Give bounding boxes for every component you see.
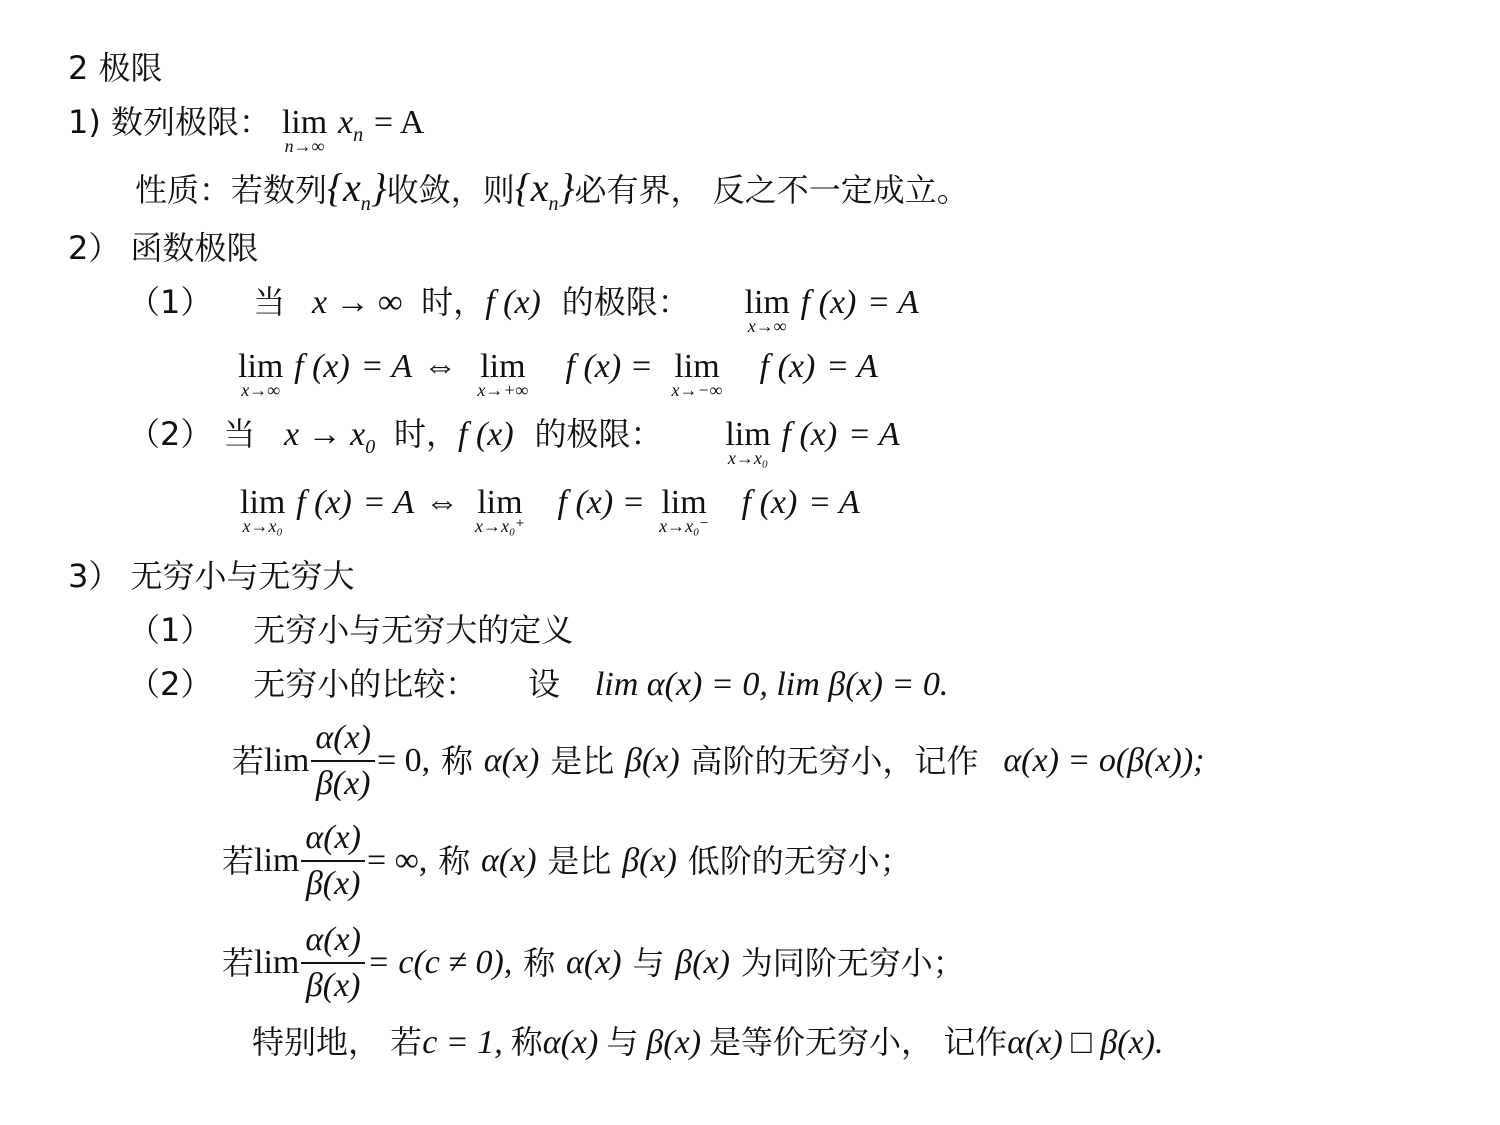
- case1-eq-A1: = A: [360, 348, 413, 385]
- rule2-alpha: α(x): [481, 842, 537, 879]
- rule2-tail: 低阶的无穷小；: [687, 842, 912, 880]
- rule-lower-order: [222, 818, 912, 904]
- rule1-tail: 高阶的无穷小，记作: [690, 742, 979, 780]
- case2-eq-fx1: f (x): [296, 484, 352, 521]
- case2-eq-sub1: x→x₀: [242, 516, 283, 536]
- case1-limit-of: 的极限：: [561, 283, 690, 321]
- case2-eq-A2: = A: [808, 484, 860, 521]
- special-notation: α(x) □ β(x).: [1007, 1024, 1164, 1061]
- rule2-numerator: α(x): [301, 818, 365, 862]
- sequence-limit-rhs: = A: [373, 104, 425, 141]
- case2-eq-sub3: x→x₀⁻: [659, 516, 709, 536]
- rule1-called: 称: [440, 742, 473, 780]
- case1-number: （1）: [128, 283, 213, 321]
- special-tail: 是等价无穷小， 记作: [709, 1023, 1008, 1061]
- rule2-eq: = ∞,: [366, 842, 428, 879]
- infinitesimal-title: 3） 无穷小与无穷大: [68, 557, 355, 595]
- rule3-tail: 为同阶无穷小；: [740, 944, 965, 982]
- rule3-fraction: [301, 920, 365, 1006]
- case1-eq-lim1: lim x→∞: [238, 348, 284, 400]
- special-alpha: α(x): [542, 1024, 599, 1061]
- rule2-denominator: β(x): [305, 865, 361, 902]
- rule1-denominator: β(x): [315, 765, 371, 802]
- rule1-fraction: [311, 718, 375, 804]
- rule2-called: 称: [438, 842, 471, 880]
- case1-eq-sub3: x→−∞: [671, 380, 723, 400]
- rule1-notation: α(x) = o(β(x));: [1003, 742, 1205, 779]
- case2-lim-fx: f (x): [781, 416, 838, 453]
- case1-eq-fx1: f (x): [294, 348, 350, 385]
- special-c-eq: c = 1,: [422, 1024, 503, 1061]
- case2-lim-sub: x→x₀: [727, 448, 769, 468]
- seq-set-2: $\{x_n\}$: [514, 165, 575, 215]
- case2-eqA: = A: [848, 416, 900, 453]
- def-text: 无穷小与无穷大的定义: [253, 611, 574, 649]
- special-case-line: [252, 1022, 1164, 1063]
- case1-when: 当: [253, 283, 286, 321]
- special-prefix: 特别地， 若: [252, 1023, 423, 1061]
- rule3-beta: β(x): [675, 944, 730, 981]
- comparison-number: （2）: [128, 665, 213, 703]
- case2-fx: f (x): [458, 416, 514, 453]
- property-text-b: 收敛，则: [386, 171, 515, 209]
- function-limit-label: 2） 函数极限: [68, 229, 259, 267]
- rule1-if: 若: [232, 742, 265, 780]
- def-line: [128, 610, 573, 650]
- comparison-line: [128, 664, 948, 705]
- case2-equivalence: [240, 482, 860, 536]
- rule3-called: 称: [523, 944, 556, 982]
- case1-eq-sub1: x→∞: [241, 380, 281, 400]
- case1-lim: lim x→∞: [744, 284, 790, 336]
- case2-when: 当: [223, 415, 256, 453]
- case2-eq-lim1: lim x→x₀: [240, 484, 286, 536]
- lim-text: lim: [281, 104, 328, 141]
- comparison-text: 无穷小的比较：: [253, 665, 478, 703]
- rule1-numerator: α(x): [311, 718, 375, 762]
- case1-eq-lim2: lim x→+∞: [468, 347, 538, 387]
- case1-eq-fx3: f (x): [759, 348, 816, 385]
- case2-lim: lim x→x₀: [725, 416, 771, 468]
- comparison-let: 设: [528, 665, 561, 703]
- special-and: 与: [606, 1023, 639, 1061]
- case2-eq-A1: = A: [362, 484, 415, 521]
- property-line: [135, 165, 969, 224]
- rule3-if: 若: [222, 944, 255, 982]
- def-number: （1）: [128, 611, 213, 649]
- case1-lim-fx: f (x): [800, 284, 857, 321]
- rule-same-order: [222, 920, 965, 1006]
- case1-eqA: = A: [867, 284, 919, 321]
- rule3-numerator: α(x): [301, 920, 365, 964]
- rule3-alpha: α(x): [566, 944, 622, 981]
- case1-lim-sub: x→∞: [747, 316, 787, 336]
- case2-eq-sub2: x→x₀⁺: [475, 516, 525, 536]
- case1-eq-fx2: f (x): [565, 348, 622, 385]
- rule2-beta: β(x): [622, 842, 677, 879]
- section-title-text: 2 极限: [68, 49, 163, 87]
- infinitesimal-heading: [68, 556, 355, 596]
- case1-eq-sign: =: [632, 348, 652, 385]
- case2-number: （2）: [128, 415, 213, 453]
- lim-subscript: n→∞: [284, 136, 325, 156]
- rule1-beta: β(x): [625, 742, 680, 779]
- sequence-limit-line: [68, 102, 424, 155]
- rule-higher-order: [232, 718, 1205, 804]
- case2-eq-fx2: f (x): [557, 484, 614, 521]
- rule2-if: 若: [222, 842, 255, 880]
- case2-eq-fx3: f (x): [741, 484, 798, 521]
- case1-equivalence: [238, 346, 878, 400]
- case1-iff: ⇔: [423, 348, 458, 385]
- special-called: 称: [510, 1023, 543, 1061]
- case2-eq-lim2: lim x→x₀⁺: [470, 483, 530, 523]
- rule2-fraction: [301, 818, 365, 904]
- case2-eq-lim3: lim x→x₀⁻: [654, 483, 714, 523]
- case1-fx: f (x): [485, 284, 541, 321]
- rule2-lim: lim: [254, 842, 300, 879]
- rule1-than: 是比: [550, 742, 615, 780]
- rule3-and: 与: [632, 944, 665, 982]
- rule3-lim: lim: [254, 944, 300, 981]
- case2-eq-sign: =: [624, 484, 644, 521]
- seq-set-1: $\{x_n\}$: [327, 165, 387, 215]
- xn-term: $x_n$: [338, 104, 364, 146]
- section-title: [68, 48, 163, 88]
- case1-condition: x → ∞: [312, 284, 403, 321]
- sequence-limit-label: 1) 数列极限：: [68, 103, 272, 141]
- case2-line: [128, 414, 900, 467]
- property-text-c: 必有界， 反之不一定成立。: [574, 171, 969, 209]
- case2-iff: ⇔: [425, 484, 460, 521]
- case2-condition: $x \to x_0$: [284, 416, 376, 458]
- rule1-alpha: α(x): [483, 742, 540, 779]
- case1-eq-A2: = A: [826, 348, 878, 385]
- function-limit-heading: [68, 228, 259, 268]
- case2-time: 时，: [394, 415, 459, 453]
- rule3-eq: = c(c ≠ 0),: [366, 944, 513, 981]
- rule1-eq: = 0,: [376, 742, 431, 779]
- property-text-a: 性质：若数列: [135, 171, 328, 209]
- case1-eq-lim3: lim x→−∞: [662, 347, 732, 387]
- rule3-denominator: β(x): [305, 967, 361, 1004]
- case1-time: 时，: [421, 283, 486, 321]
- comparison-math: lim α(x) = 0, lim β(x) = 0.: [594, 666, 949, 703]
- lim-operator: [281, 103, 328, 156]
- special-beta: β(x): [646, 1024, 702, 1061]
- case1-line: [128, 282, 919, 336]
- case1-eq-sub2: x→+∞: [477, 380, 529, 400]
- rule1-lim: lim: [264, 742, 310, 779]
- rule2-than: 是比: [547, 842, 612, 880]
- case2-limit-of: 的极限：: [534, 415, 663, 453]
